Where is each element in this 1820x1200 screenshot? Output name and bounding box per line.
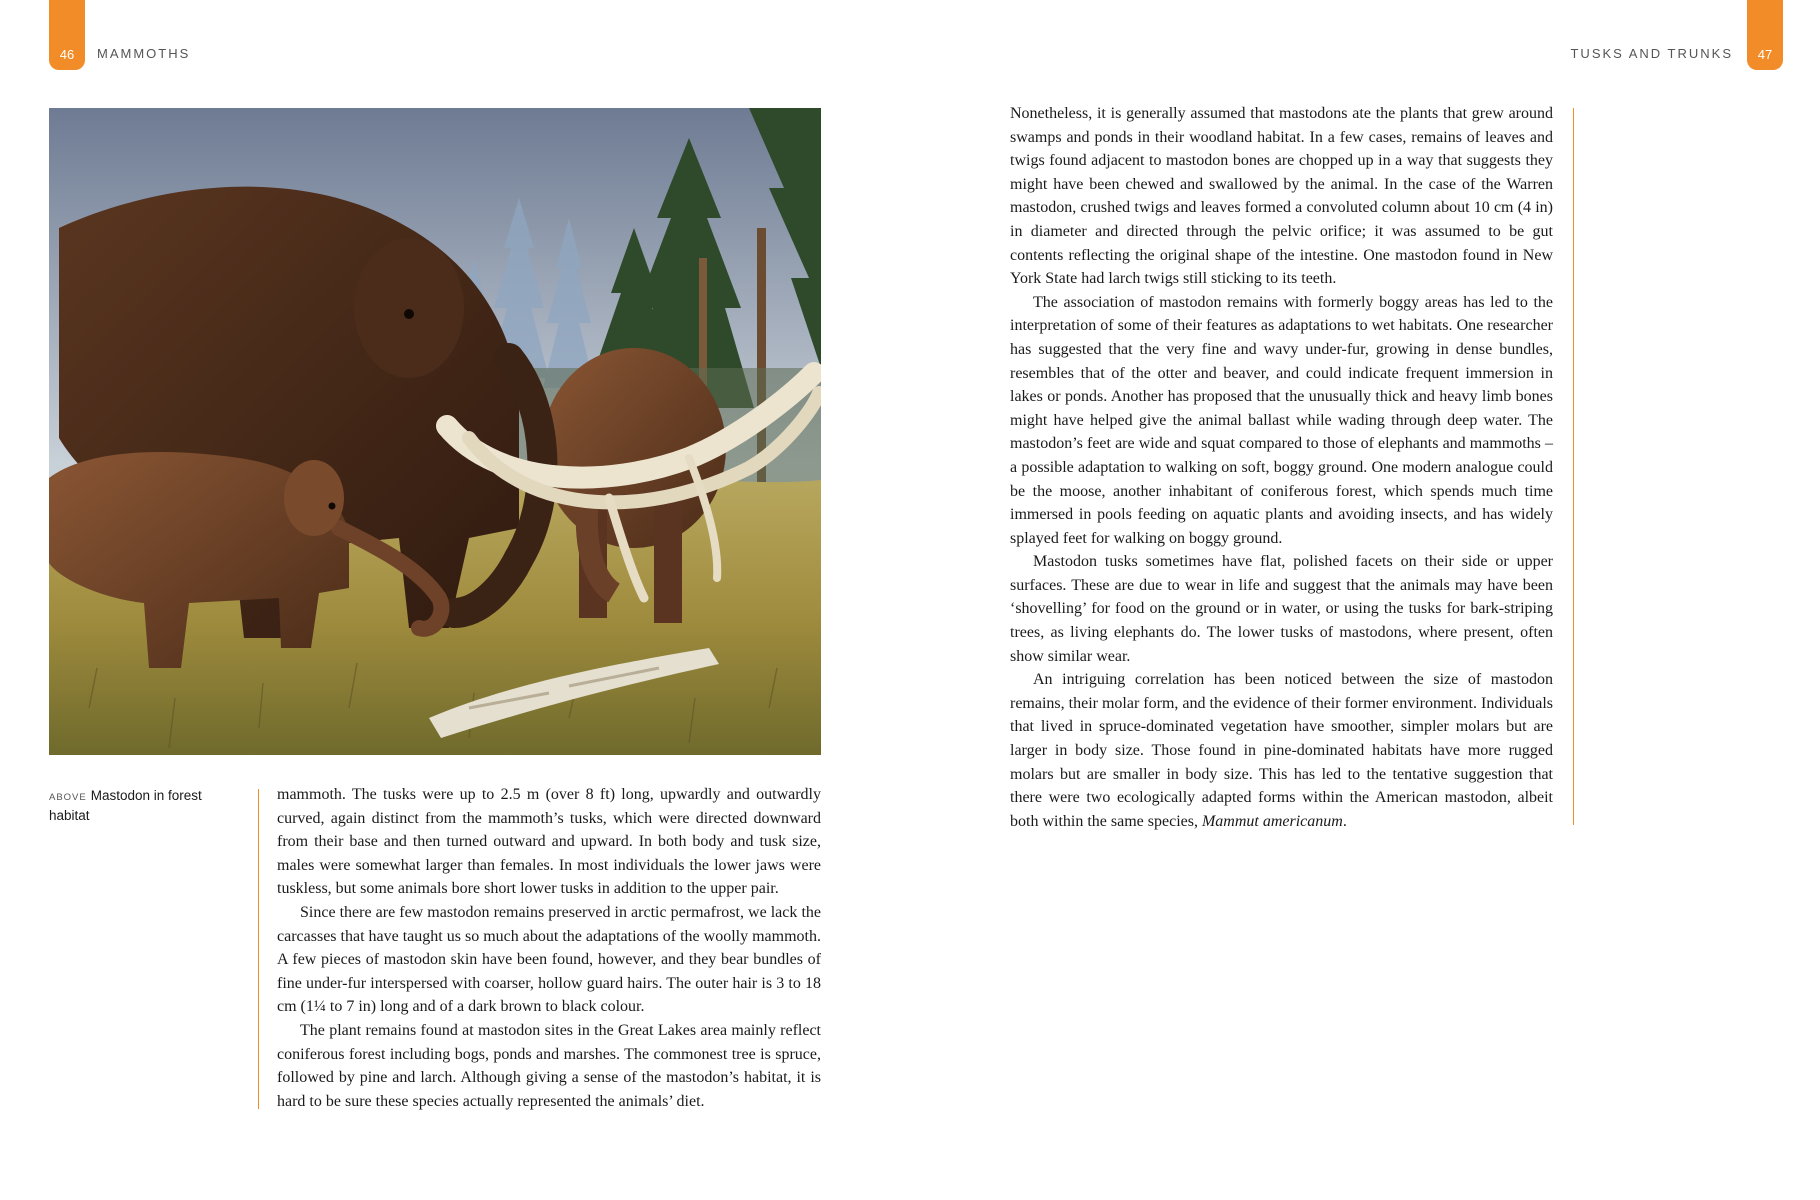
right-paragraph-4: [1010, 668, 1553, 833]
right-paragraph-4-end: .: [1342, 812, 1347, 830]
right-page-number: 47: [1757, 47, 1773, 62]
left-paragraph-3: The plant remains found at mastodon sites in the Great Lakes area mainly reflect coniferous forest including bogs, ponds and marshes. The commonest tree is spruce, followed by pine and larch. Although giving a sense of the mastodon’s habitat, it is hard to be sure these species actually represented the animals’ diet.: [277, 1021, 821, 1110]
left-page-number: 46: [59, 47, 75, 62]
right-paragraph-3: Mastodon tusks sometimes have flat, polished facets on their side or upper surfaces. These are due to wear in life and suggest that the animals may have been ‘shovelling’ for food on the ground or in water, or using the tusks for bark-striping trees, as living elephants do. The lower tusks of mastodons, where present, often show similar wear.: [1010, 553, 1553, 665]
right-column-rule: [1573, 108, 1574, 825]
right-paragraph-2: The association of mastodon remains with formerly boggy areas has led to the interpretation of some of their features as adaptations to wet habitats. One researcher has suggested that the very fine and wavy under-fur, growing in dense bundles, resembles that of the otter and beaver, and could indicate frequent immersion in lakes or ponds. Another has proposed that the unusually thick and heavy limb bones might have helped give the animal ballast while wading through deep water. The mastodon’s feet are wide and squat compared to those of elephants and mammoths – a possible adaptation to walking on soft, boggy ground. One modern analogue could be the moose, another inhabitant of coniferous forest, which spends much time immersed in pools feeding on aquatic plants and avoiding insects, and has widely splayed feet for walking on boggy ground.: [1010, 293, 1553, 547]
right-body-column: [1010, 102, 1553, 833]
caption-label: ABOVE: [49, 792, 87, 803]
left-paragraph-1: mammoth. The tusks were up to 2.5 m (over 8 ft) long, upwardly and outwardly curved, again distinct from the mammoth’s tusks, which were directed downward from their base and then turned outward and upward. In both body and tusk size, males were somewhat larger than females. In most individuals the lower jaws were tuskless, but some animals bore short lower tusks in addition to the upper pair.: [277, 786, 821, 898]
right-paragraph-1: Nonetheless, it is generally assumed that mastodons ate the plants that grew around swamps and ponds in their woodland habitat. In a few cases, remains of leaves and twigs found adjacent to mastodon bones are chopped up in a way that suggests they might have been chewed and swallowed by the animal. In the case of the Warren mastodon, crushed twigs and leaves formed a convoluted column about 10 cm (4 in) in diameter and directed through the pelvic orifice; it was assumed to be gut contents reflecting the original shape of the intestine. One mastodon found in New York State had larch twigs still sticking to its teeth.: [1010, 105, 1553, 288]
left-column-rule: [258, 789, 259, 1109]
left-running-head: MAMMOTHS: [97, 46, 191, 61]
left-body-column: [277, 783, 821, 1113]
species-name: Mammut americanum: [1201, 812, 1343, 830]
figure-caption: [49, 787, 229, 825]
mastodon-illustration: [49, 108, 821, 755]
right-running-head: TUSKS AND TRUNKS: [1570, 46, 1733, 61]
caption-text: Mastodon in forest habitat: [49, 788, 202, 823]
right-paragraph-4-text: An intriguing correlation has been noticed between the size of mastodon remains, their molar form, and the evidence of their former environment. Individuals that lived in spruce-dominated vegetation have smoother, simpler molars but are larger in body size. Those found in pine-dominated habitats have more rugged molars but are smaller in body size. This has led to the tentative suggestion that there were two ecologically adapted forms within the American mastodon, albeit both within the same species,: [1010, 671, 1553, 830]
left-paragraph-2: Since there are few mastodon remains preserved in arctic permafrost, we lack the carcasses that have taught us so much about the adaptations of the woolly mammoth. A few pieces of mastodon skin have been found, however, and they bear bundles of fine under-fur interspersed with coarser, hollow guard hairs. The outer hair is 3 to 18 cm (1¼ to 7 in) long and of a dark brown to black colour.: [277, 903, 821, 1016]
